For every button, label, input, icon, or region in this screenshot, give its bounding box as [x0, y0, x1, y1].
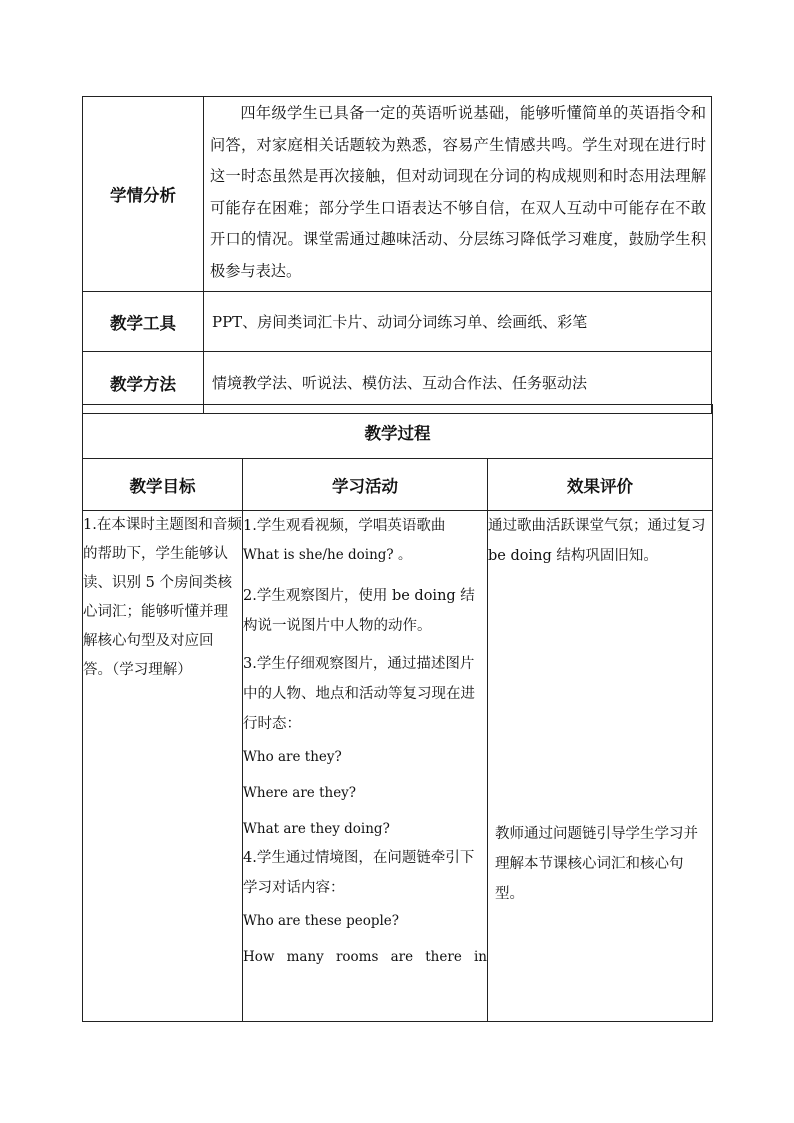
evaluation-cell: [488, 511, 713, 1022]
goal-cell: 1.在本课时主题图和音频的帮助下，学生能够认读、识别 5 个房间类核心词汇；能够听懂并理解核心句型及对应回答。（学习理解）: [83, 511, 243, 1022]
info-row-teaching-tools: [83, 292, 712, 352]
question-who: Who are they?: [243, 749, 342, 765]
question-where: Where are they?: [243, 785, 357, 801]
activity-2: 2.学生观察图片，使用 be doing 结构说一说图片中人物的动作。: [243, 588, 475, 634]
info-content: 四年级学生已具备一定的英语听说基础，能够听懂简单的英语指令和问答，对家庭相关话题较为熟悉，容易产生情感共鸣。学生对现在进行时这一时态虽然是再次接触，但对动词现在分词的构成规则和时态用法理解可能存在困难；部分学生口语表达不够自信，在双人互动中可能存在不敢开口的情况。课堂需通过趣味活动、分层练习降低学习难度，鼓励学生积极参与表达。: [204, 97, 712, 292]
activity-4: 4.学生通过情境图，在问题链牵引下学习对话内容：: [243, 850, 475, 896]
info-label: 教学工具: [83, 292, 204, 352]
header-activity: 学习活动: [243, 459, 488, 511]
question-rooms: How many rooms are there in: [243, 949, 487, 965]
student-analysis-table: [82, 96, 712, 414]
evaluation-2: 教师通过问题链引导学生学习并理解本节课核心词汇和核心句型。: [495, 826, 698, 902]
activity-1-song: What is she/he doing? 。: [243, 547, 412, 563]
header-goal: 教学目标: [83, 459, 243, 511]
info-content: PPT、房间类词汇卡片、动词分词练习单、绘画纸、彩笔: [204, 292, 712, 352]
info-content: 情境教学法、听说法、模仿法、互动合作法、任务驱动法: [204, 352, 712, 414]
evaluation-1: 通过歌曲活跃课堂气氛；通过复习 be doing 结构巩固旧知。: [488, 518, 706, 564]
info-label: 学情分析: [83, 97, 204, 292]
section-title: 教学过程: [83, 405, 713, 459]
activity-cell: [243, 511, 488, 1022]
info-label: 教学方法: [83, 352, 204, 414]
info-row-student-analysis: [83, 97, 712, 292]
table-row: [83, 511, 713, 1022]
table-header-row: [83, 459, 713, 511]
question-what: What are they doing?: [243, 821, 390, 837]
teaching-process-table: [82, 404, 713, 1022]
activity-1: 1.学生观看视频，学唱英语歌曲: [243, 518, 446, 534]
question-people: Who are these people?: [243, 913, 400, 929]
activity-3: 3.学生仔细观察图片，通过描述图片中的人物、地点和活动等复习现在进行时态：: [243, 656, 475, 732]
header-evaluation: 效果评价: [488, 459, 713, 511]
